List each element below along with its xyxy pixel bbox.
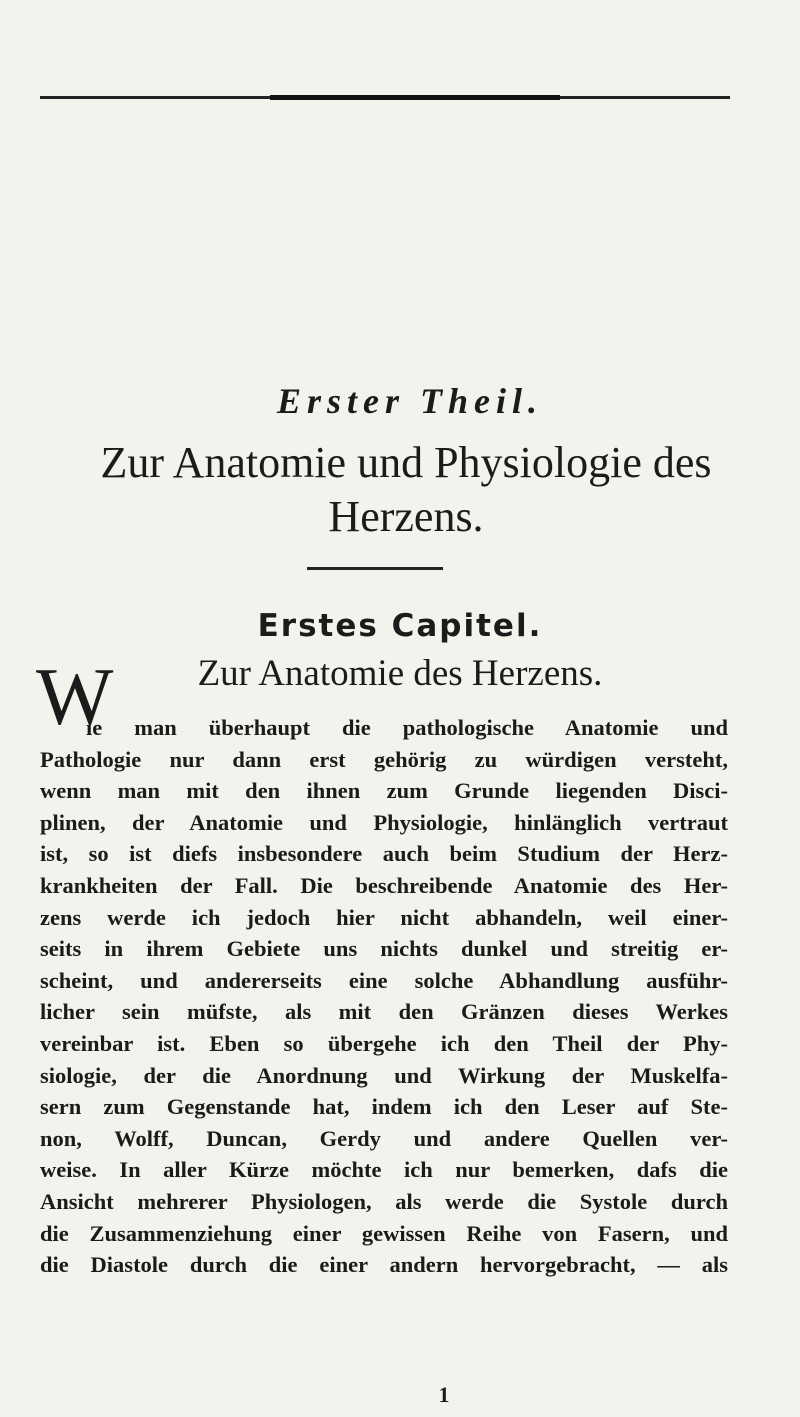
text-line: ist, so ist diefs insbesondere auch beim Studium der Herz- <box>40 841 728 867</box>
text-line: Pathologie nur dann erst gehörig zu würdigen versteht, <box>40 746 728 772</box>
chapter-subtitle: Zur Anatomie des Herzens. <box>197 653 603 694</box>
main-title-line: Zur Anatomie und Physiologie des <box>100 438 712 487</box>
text-line: wenn man mit den ihnen zum Grunde liegenden Disci- <box>40 778 728 804</box>
text-line: die Diastole durch die einer andern hervorgebracht, — als <box>40 1252 728 1278</box>
section-divider <box>307 567 443 570</box>
text-line: zens werde ich jedoch hier nicht abhandeln, weil einer- <box>40 904 728 930</box>
text-line: Ansicht mehrerer Physiologen, als werde die Systole durch <box>40 1188 728 1214</box>
body-paragraph <box>40 712 728 1281</box>
text-line: seits in ihrem Gebiete uns nichts dunkel und streitig er- <box>40 936 728 962</box>
drop-cap: W <box>36 651 114 742</box>
page-number: 1 <box>438 1382 450 1407</box>
text-line: ie man überhaupt die pathologische Anatomie und <box>86 715 728 740</box>
part-title: Erster Theil. <box>276 381 543 421</box>
text-line: siologie, der die Anordnung und Wirkung der Muskelfa- <box>40 1062 728 1088</box>
text-line: die Zusammenziehung einer gewissen Reihe von Fasern, und <box>40 1220 728 1246</box>
main-title <box>6 436 800 544</box>
text-line: scheint, und andererseits eine solche Abhandlung ausführ- <box>40 967 728 993</box>
text-line: licher sein müfste, als mit den Gränzen dieses Werkes <box>40 999 728 1025</box>
chapter-title: Erstes Capitel. <box>257 608 543 644</box>
top-rule <box>40 96 730 99</box>
text-line: krankheiten der Fall. Die beschreibende Anatomie des Her- <box>40 872 728 898</box>
text-line: vereinbar ist. Eben so übergehe ich den Theil der Phy- <box>40 1030 728 1056</box>
text-line: plinen, der Anatomie und Physiologie, hinlänglich vertraut <box>40 809 728 835</box>
text-line: non, Wolff, Duncan, Gerdy und andere Quellen ver- <box>40 1125 728 1151</box>
main-title-line: Herzens. <box>328 492 484 541</box>
text-line: sern zum Gegenstande hat, indem ich den Leser auf Ste- <box>40 1094 728 1120</box>
text-line: weise. In aller Kürze möchte ich nur bemerken, dafs die <box>40 1157 728 1183</box>
top-rule-thick-segment <box>270 95 560 100</box>
